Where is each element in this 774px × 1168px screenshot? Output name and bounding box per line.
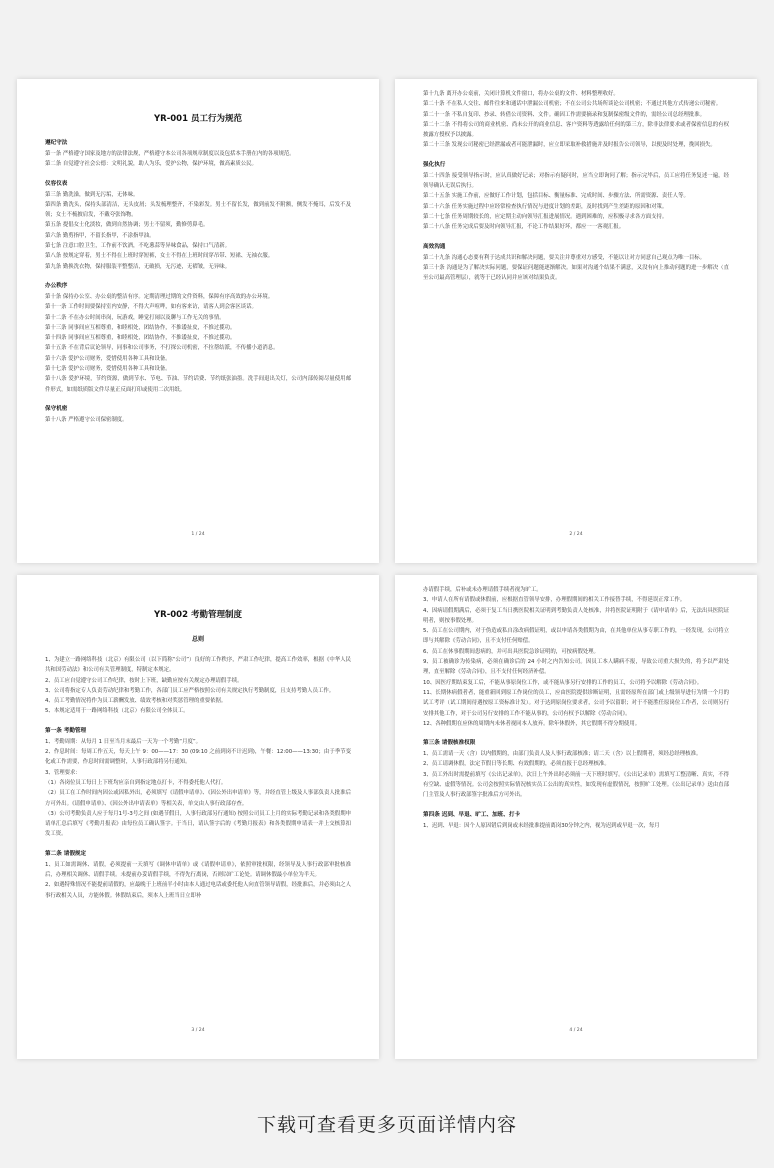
document-page-3 <box>17 575 379 1059</box>
paragraph: 第二十三条 发现公司秘密已经泄漏或者可能泄漏时，应立即采取补救措施并及时报告公司领导，以便及时处理，挽回损失。 <box>423 142 716 149</box>
paragraph: 第八条 按规定穿着，男士不得在上班时穿短裤，女士不得在上班时间穿吊带、短裙、无袖衣服。 <box>45 253 274 260</box>
paragraph: 5、本规定适用于一路网络科技（北京）有限公司全体员工。 <box>45 708 189 715</box>
paragraph: 1、迟到、早退：因个人原因错后到岗或未经批准提前离岗30分钟之内，视为迟到或早退一次，每月 <box>423 822 660 829</box>
paragraph: 第五条 提倡女士化淡妆，做到自然协调；男士不留须，勤修剪鼻毛。 <box>45 222 209 229</box>
paragraph: 4、因病请假期满后，必须于复工当日携医院相关证明到考勤负责人处核准，并将医院证明附于《请申请单》后，无法出具医院证明者，则按事假处理。 <box>423 607 729 624</box>
download-more-prompt[interactable]: 下载可查看更多页面详情内容 <box>256 1114 517 1136</box>
section-heading: 高效沟通 <box>423 243 446 250</box>
section-heading: 第二条 请假规定 <box>45 850 87 857</box>
paragraph: 第十一条 工作时间要保持室内安静，不得大声喧哗，如有客来访，请客人到会客区谈话。 <box>45 304 257 311</box>
paragraph: 9、员工被确诊为传染病，必须在确诊后的 24 小时之内告知公司。因员工本人瞒病不报，导致公司重大损失的，将予以严肃处理，直至解除《劳动合同》，且不支付任何经济补偿。 <box>423 659 729 676</box>
section-heading: 强化执行 <box>423 161 446 168</box>
section-heading: 第三条 请假核准权限 <box>423 740 476 747</box>
page-body <box>423 575 729 831</box>
paragraph: （3）公司考勤负责人应于每月1号-3号之间 (如遇节假日，人事行政部另行通知) 按照公司员工上月的实际考勤记录和各类假期申请单汇总后填写《考勤月报表》由每位员工确认签字。于当日，请认签字后的《考勤月报表》和各类假期申请表一并上交核算扣发工资。 <box>45 810 351 838</box>
paragraph: 第七条 注意口腔卫生，工作前不饮酒，不吃葱蒜等异味食品，保持口气清新。 <box>45 243 230 250</box>
paragraph: 第十二条 不在办公时间串岗，玩游戏，睡觉打闹以及聊与工作无关的事情。 <box>45 314 225 321</box>
paragraph: 第四条 勤洗头，保持头部清洁，无头皮屑；头发梳理整齐，不染彩发。男士不留长发，做到前发不附额，侧发不掩耳，后发不及领；女士不梳披肩发，不戴夸张饰物。 <box>45 201 351 219</box>
paragraph: 12、各种假期在应休的周期内未休者视同本人放弃。除年休假外，其它假期不得分期使用。 <box>423 720 641 727</box>
paragraph: 第十四条 同事间应互相尊重，和睦相处，团结协作，不推诿扯皮，不推过揽功。 <box>45 335 236 342</box>
paragraph: 第二十九条 沟通心态要有利于达成共识和解决问题，要关注并尊重对方感受，不能以让对方同意自己观点为唯一目标。 <box>423 254 706 261</box>
paragraph: 第十条 保持办公室、办公桌的整洁有序。定期清理过期的文件资料，保障有序高效的办公环境。 <box>45 293 274 300</box>
paragraph: （2）员工在工作时间内因公或因私外出，必须填写《请假申请单》、《因公外出申请单》等，并经直管上级及人事部负责人批准后方可外出。《请假申请单》、《因公外出申请表单》等相关表，单交由人事行政部存查。 <box>45 790 351 807</box>
page-title: YR-001 员工行为规范 <box>154 114 242 124</box>
page-body <box>45 138 351 425</box>
paragraph: 2、作息时间：每周工作五天，每天上午 9：00——17：30 (09:10 之前到岗不计迟到)，午餐：12:00——13:30；由于季节变化或工作需要，作息时间需调整时，人事行政部将另行通知。 <box>45 749 351 766</box>
page-number: 2 / 24 <box>569 532 583 537</box>
paragraph: 第十五条 不在背后议论领导，同事和公司事务，不打探公司机密，不拉帮结派，不传播小道消息。 <box>45 345 279 352</box>
section-heading: 第四条 迟到、早退、旷工、加班、打卡 <box>423 811 521 818</box>
page-number: 1 / 24 <box>191 532 205 537</box>
paragraph: 3、申请人在所有请假或休假前，应根据直管领导安排，办理假期间的相关工作接替手续，不得延误正常工作。 <box>423 597 686 604</box>
document-page-2 <box>395 79 757 563</box>
paragraph: 第一条 严格遵守国家及地方的法律法规，严格遵守本公司各项规章制度以及包括本手册在内的各项规范。 <box>45 151 295 157</box>
section-heading: 仪容仪表 <box>45 180 68 187</box>
document-page-4 <box>395 575 757 1059</box>
paragraph: 第三条 勤洗澡，做到无污垢，无体味。 <box>45 191 139 198</box>
paragraph: 3、公司将指定专人负责劳动纪律和考勤工作，各部门员工应严格按照公司有关规定执行考勤制度，且支持考勤人员工作。 <box>45 687 335 694</box>
paragraph: 第三十条 沟通是为了解决实际问题，要保证问题能逐渐解决。如果对沟通个结果不满意，又没有向上推动问题的进一步解决（直至公司最高管理层），就等于已经认同并应该对结果负责。 <box>423 264 729 282</box>
paragraph: 第十六条 爱护公司财务，爱惜使用各种工具和设备。 <box>45 355 171 362</box>
paragraph: 第十三条 同事间应互相尊重，和睦相处，团结协作，不推诿扯皮，不推过揽功。 <box>45 324 236 331</box>
paragraph: 6、员工在休事假期间患病的，并可出具医院急诊证明的，可按病假处理。 <box>423 648 599 655</box>
paragraph: 第十八条 爱护环境，节约资源，做到节水、节电、节油、节约话费、节约纸张油墨。洗手间退出关灯，公司内部传阅尽量使用邮件形式，如需纸质版文件尽量正反面打印或使用二次用纸。 <box>45 376 351 393</box>
paragraph: 第六条 勤剪指甲，不留长指甲，不涂指甲油。 <box>45 232 155 239</box>
paragraph: 办请假手续，后补或未办理请假手续者视为旷工。 <box>423 587 542 593</box>
paragraph: 1、考勤周期：从每月 1 日至当月末最后一天为一个考勤“月度”。 <box>45 738 202 745</box>
paragraph: 第二十一条 不私自复印、抄录、转借公司资料、文件。确因工作需要摘录和复制保密级文件的，需经公司总经理批准。 <box>423 111 706 118</box>
paragraph: （1）各岗位员工每日上下班均应亲自到指定地点打卡，不得委托他人代打。 <box>45 779 227 786</box>
paragraph: 第十八条 严格遵守公司保密制度。 <box>45 416 128 423</box>
paragraph: 5、员工在公司期内，对于伪造或私自涂改病假证明，或以申请各类假期为由，在其他单位从事专职工作的，一经发现，公司将立即与其解除《劳动合同》，且不支付任何赔偿。 <box>423 628 729 645</box>
paragraph: 第十七条 爱护公司财务，爱惜使用各种工具和设备。 <box>45 366 171 373</box>
paragraph: 2、员工请调休假，法定节假日等长期、有效假期的，必须直报于总经理核准。 <box>423 761 610 768</box>
paragraph: 4、员工考勤情况将作为员工薪酬发放、绩效考核和对奖惩管理的重要依据。 <box>45 698 227 705</box>
paragraph: 11、长期休病假者者，能重新回到原工作岗位的员工，应由医院提供诊断证明，且需经原所在部门或上级领导进行为期一个月的试工考评（试工期间待遇按原工资标准计发）。对于达到原岗位要求者，公司予以留职；对于不能胜任原岗位工作者，公司则另行安排其他工作，对于公司另行安排的工作不能从事的，公司有权予以解除《劳动合同》。 <box>423 689 729 717</box>
paragraph: 1、为建立一路网络科技（北京）有限公司（以下简称“公司”）良好的工作秩序，严肃工作纪律，提高工作效率，根据《中华人民共和国劳动法》和公司有关管理制度，特制定本规定。 <box>45 657 351 674</box>
paragraph: 第二十八条 任务完成后要及时向领导汇报，不论工作结果好坏，都应一一客观汇报。 <box>423 224 625 231</box>
section-heading: 遵纪守法 <box>45 140 68 146</box>
paragraph: 3、员工外出时需提前填写《公出记录单》，次日上午外出时必须前一天下班时填写。《公出记录单》需填写工整清晰、真实，不得有空缺、虚假等情况。公司会按照实际情况核实员工公出的真实性，如发现有虚假情况，按照旷工处理。《公出记录单》送由直部门主管及人事行政部签字批准后方可外出。 <box>423 771 729 799</box>
section-heading: 第一条 考勤管理 <box>45 727 87 734</box>
page-number: 4 / 24 <box>569 1028 583 1033</box>
page-title: YR-002 考勤管理制度 <box>154 610 242 620</box>
paragraph: 1、员工需请一天（含）以内假期的，由部门负责人及人事行政部核准；请二天（含）以上假期者，须经总经理核准。 <box>423 751 702 758</box>
paragraph: 第二十六条 任务实施过程中应经常检查执行情况与进度计划的差距，及时找到产生差距的原因和对策。 <box>423 203 668 210</box>
paragraph: 第十九条 离开办公桌前，关闭计算机文件窗口，将办公桌的文件、材料整理收好。 <box>423 91 619 97</box>
section-heading: 办公秩序 <box>45 282 68 289</box>
paragraph: 第二条 自觉遵守社会公德：文明礼貌，助人为乐，爱护公物，保护环境，做高素质公民。 <box>45 161 257 168</box>
section-heading: 保守机密 <box>45 405 68 412</box>
paragraph: 3、管理要求： <box>45 769 81 776</box>
paragraph: 2、如遇特殊情况不能提前请假的，应最晚于上班前半小时由本人通过电话或委托他人向直管领导请假，经批准后，并必须由之人事行政相关人员，方能休假。休假结束后，须本人上班当日立即补 <box>45 882 351 899</box>
paragraph: 10、因医疗期结束复工后，不能从事原岗位工作，或不能从事另行安排的工作的员工，公司将予以解除《劳动合同》。 <box>423 679 703 686</box>
paragraph: 第二十七条 任务周期较长的，应定期主动向领导汇报进展情况。遇到困难的，应积极寻求各方面支持。 <box>423 213 668 220</box>
paragraph: 2、员工应自觉遵守公司工作纪律，按时上下班，缺勤应按有关规定办理请假手续。 <box>45 677 243 684</box>
document-page-1 <box>17 79 379 563</box>
paragraph: 第二十二条 不得将公司的商业机密、尚未公开的商业信息、客户资料等透露给任何的第三方，除非法律要求或者保密信息的有权披露方授权予以披露。 <box>423 121 729 139</box>
paragraph: 第九条 勤换洗衣物，保持服装平整整洁，无破损，无污迹，无褶皱，无异味。 <box>45 263 230 270</box>
paragraph: 第二十五条 实施工作前，应做好工作计划，包括目标、衡量标准、完成时间、步骤方法、所需资源、责任人等。 <box>423 193 689 200</box>
section-heading-centered: 总则 <box>191 636 204 643</box>
paragraph: 1、员工如需调休、请假，必须提前一天填写《调休申请单》或《请假申请单》，依照审批权限，经领导及人事行政部审批核准后，办理相关调休、请假手续。未提前办妥请假手续，不得先行离岗，否则以旷工论处。请调休假最小单位为半天。 <box>45 861 351 879</box>
page-body <box>45 634 351 901</box>
paragraph: 第二十条 不在私人交往、邮件往来和通话中泄漏公司机密；不在公司公共场所谈论公司机密；不通过其他方式传递公司秘密。 <box>423 101 722 108</box>
page-number: 3 / 24 <box>191 1028 205 1033</box>
page-body <box>423 79 729 283</box>
paragraph: 第二十四条 接受领导指示时，应认真做好记录；对指示有疑问时，应当立即询问了解；指示完毕后，员工应将任务复述一遍，经领导确认无误后执行。 <box>423 172 729 190</box>
